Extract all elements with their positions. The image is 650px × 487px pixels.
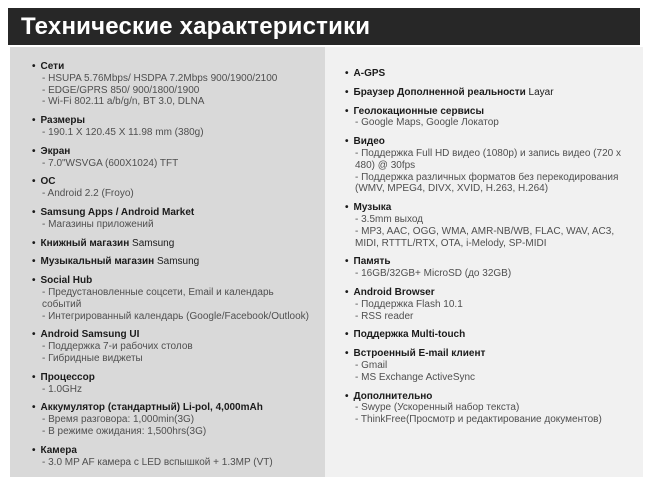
- spec-detail: - Gmail: [355, 359, 388, 371]
- page-title: Технические характеристики: [21, 12, 371, 40]
- spec-detail: - 190.1 X 120.45 X 11.98 mm (380g): [42, 126, 204, 138]
- spec-section: [32, 176, 315, 200]
- spec-section: [345, 68, 635, 80]
- bullet-icon: •: [32, 329, 36, 341]
- spec-section: [32, 256, 315, 268]
- spec-detail: - Предустановленные соцсети, Email и календарь событий: [42, 286, 274, 310]
- bullet-icon: •: [345, 286, 349, 298]
- spec-header: [345, 202, 635, 214]
- bullet-icon: •: [345, 68, 349, 79]
- spec-header-text: Social Hub: [40, 275, 93, 287]
- bullet-icon: •: [345, 105, 349, 117]
- spec-section: [345, 287, 635, 322]
- spec-detail: - 3.5mm выход: [355, 213, 424, 225]
- spec-header-text: Память: [353, 256, 391, 268]
- spec-detail: - HSUPA 5.76Mbps/ HSDPA 7.2Mbps 900/1900/2100: [42, 72, 278, 84]
- spec-header: [345, 287, 635, 299]
- spec-header-text: Браузер Дополненной реальности: [353, 86, 526, 98]
- spec-section: [32, 445, 315, 469]
- spec-header: [32, 445, 315, 457]
- spec-detail: - RSS reader: [355, 310, 414, 322]
- bullet-icon: •: [345, 348, 349, 360]
- spec-section: [345, 256, 635, 280]
- spec-detail: - Поддержка 7-и рабочих столов: [42, 341, 193, 353]
- spec-header: [32, 176, 315, 188]
- spec-detail: - EDGE/GPRS 850/ 900/1800/1900: [42, 84, 200, 96]
- bullet-icon: •: [32, 176, 36, 188]
- spec-section: [345, 329, 635, 341]
- bullet-icon: •: [32, 61, 36, 72]
- spec-header-text: A-GPS: [353, 68, 386, 79]
- spec-header: [345, 136, 635, 148]
- spec-header: [32, 146, 315, 158]
- spec-section: [345, 391, 635, 426]
- spec-header-text: Камера: [40, 444, 77, 456]
- spec-header: [345, 391, 635, 403]
- spec-header: [345, 348, 635, 360]
- spec-detail: - Поддержка Full HD видео (1080p) и запись видео (720 x 480) @ 30fps: [355, 147, 621, 171]
- spec-header-text: Музыка: [353, 202, 392, 214]
- spec-header-text: Встроенный E-mail клиент: [353, 348, 486, 360]
- spec-header: [32, 256, 315, 268]
- spec-section: [32, 372, 315, 396]
- spec-detail: - Гибридные виджеты: [42, 352, 143, 364]
- bullet-icon: •: [345, 202, 349, 214]
- bullet-icon: •: [345, 256, 349, 268]
- spec-section: [345, 202, 635, 249]
- spec-section: [32, 207, 315, 231]
- spec-detail: - MP3, AAC, OGG, WMA, AMR-NB/WB, FLAC, WAV, AC3, MIDI, RTTTL/RTX, OTA, i-Melody, SP-MIDI: [355, 225, 615, 249]
- spec-header-text: Музыкальный магазин: [40, 256, 155, 268]
- bullet-icon: •: [32, 402, 36, 414]
- spec-header: [345, 329, 635, 341]
- spec-section: [32, 275, 315, 322]
- spec-header: [32, 275, 315, 287]
- spec-header-text: Android Samsung UI: [40, 329, 140, 341]
- spec-section: [345, 348, 635, 383]
- spec-section: [32, 61, 315, 108]
- spec-detail: - В режиме ожидания: 1,500hrs(3G): [42, 425, 207, 437]
- spec-detail: - Интегрированный календарь (Google/Facebook/Outlook): [42, 310, 309, 322]
- spec-header-text: Аккумулятор (стандартный) Li-pol, 4,000mAh: [40, 402, 263, 414]
- spec-section: [32, 402, 315, 437]
- spec-header-text: Видео: [353, 136, 385, 148]
- spec-detail: - Google Maps, Google Локатор: [355, 117, 499, 129]
- spec-header-text: Геолокационные сервисы: [353, 105, 484, 117]
- bullet-icon: •: [345, 86, 349, 98]
- spec-section: [32, 115, 315, 139]
- spec-header-text: Процессор: [40, 371, 95, 383]
- spec-header-text: Дополнительно: [353, 390, 433, 402]
- spec-detail: - Swype (Ускоренный набор текста): [355, 402, 520, 414]
- spec-detail: - Android 2.2 (Froyo): [42, 188, 134, 200]
- spec-detail: - Магазины приложений: [42, 218, 154, 230]
- left-column: [10, 47, 325, 477]
- spec-section: [32, 329, 315, 364]
- spec-section: [345, 136, 635, 195]
- content-panels: [10, 47, 643, 477]
- spec-header-text: ОС: [40, 176, 56, 188]
- spec-header: [345, 256, 635, 268]
- spec-section: [32, 146, 315, 170]
- spec-header-text: Экран: [40, 145, 71, 157]
- spec-header-text: Android Browser: [353, 286, 435, 298]
- spec-section: [345, 106, 635, 130]
- spec-header-text: Сети: [40, 61, 65, 72]
- spec-detail: - MS Exchange ActiveSync: [355, 371, 476, 383]
- spec-header-suffix: Samsung: [129, 237, 175, 249]
- spec-detail: - Поддержка Flash 10.1: [355, 298, 463, 310]
- bullet-icon: •: [345, 329, 349, 341]
- spec-detail: - 7.0"WSVGA (600X1024) TFT: [42, 157, 179, 169]
- bullet-icon: •: [32, 371, 36, 383]
- spec-detail: - 3.0 MP AF камера с LED вспышкой + 1.3MP (VT): [42, 456, 273, 468]
- bullet-icon: •: [32, 444, 36, 456]
- spec-detail: - 1.0GHz: [42, 383, 83, 395]
- title-bar: [8, 8, 640, 45]
- spec-detail: - Поддержка различных форматов без перекодирования (WMV, MPEG4, DIVX, XVID, H.263, H.264): [355, 171, 619, 195]
- spec-detail: - Время разговора: 1,000min(3G): [42, 414, 195, 426]
- spec-header: [32, 207, 315, 219]
- spec-header: [345, 68, 635, 80]
- bullet-icon: •: [32, 145, 36, 157]
- bullet-icon: •: [345, 136, 349, 148]
- spec-header: [345, 106, 635, 118]
- spec-header: [32, 115, 315, 127]
- bullet-icon: •: [32, 206, 36, 218]
- spec-header-suffix: Layar: [525, 86, 554, 98]
- spec-header-text: Книжный магазин: [40, 237, 130, 249]
- spec-header: [32, 61, 315, 73]
- spec-header: [32, 402, 315, 414]
- bullet-icon: •: [32, 256, 36, 268]
- spec-header-text: Поддержка Multi-touch: [353, 329, 466, 341]
- spec-detail: - Wi-Fi 802.11 a/b/g/n, BT 3.0, DLNA: [42, 96, 205, 108]
- right-column: [325, 47, 643, 477]
- bullet-icon: •: [345, 390, 349, 402]
- spec-detail: - 16GB/32GB+ MicroSD (до 32GB): [355, 268, 512, 280]
- spec-detail: - ThinkFree(Просмотр и редактирование документов): [355, 414, 602, 426]
- bullet-icon: •: [32, 275, 36, 287]
- bullet-icon: •: [32, 115, 36, 127]
- spec-section: [32, 238, 315, 250]
- bullet-icon: •: [32, 237, 36, 249]
- spec-header: [345, 87, 635, 99]
- spec-header-text: Samsung Apps / Android Market: [40, 206, 195, 218]
- spec-header: [32, 329, 315, 341]
- spec-header: [32, 238, 315, 250]
- spec-header: [32, 372, 315, 384]
- spec-header-text: Размеры: [40, 115, 86, 127]
- spec-section: [345, 87, 635, 99]
- spec-header-suffix: Samsung: [154, 256, 200, 268]
